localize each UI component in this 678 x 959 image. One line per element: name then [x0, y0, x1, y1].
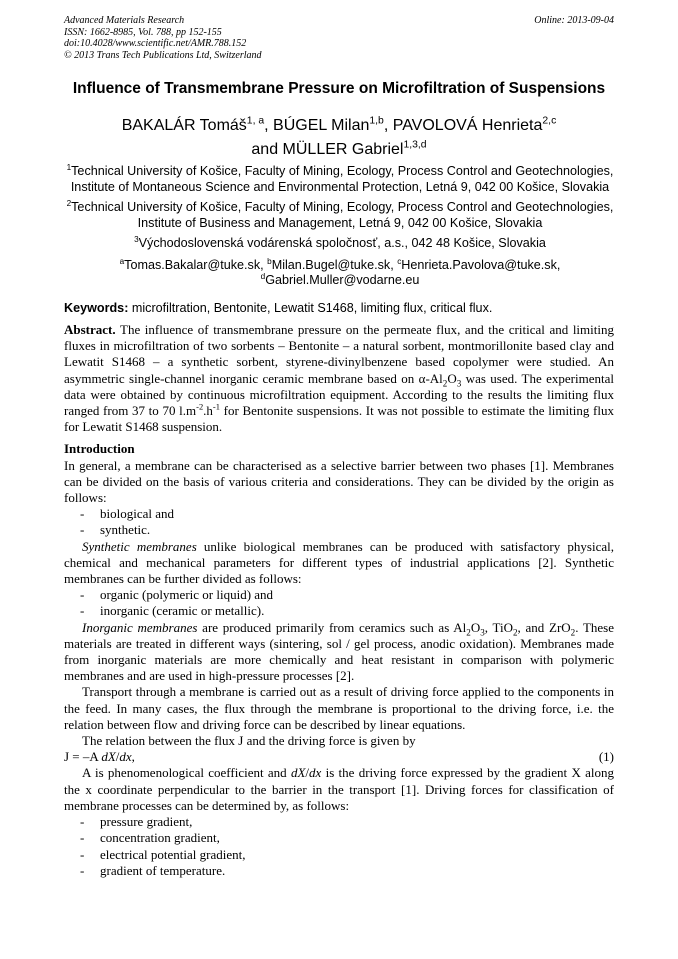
email[interactable]: Gabriel.Muller@vodarne.eu [265, 273, 420, 287]
bullet: - [80, 603, 85, 619]
t: gradient of temperature. [100, 862, 226, 878]
abstract-label: Abstract. [64, 322, 116, 337]
t: O [447, 370, 457, 386]
t: concentration gradient, [100, 830, 220, 846]
t: , [131, 749, 135, 765]
list-item [64, 814, 614, 830]
t: inorganic (ceramic or metallic). [100, 603, 265, 619]
list-item [64, 830, 614, 846]
bullet: - [80, 506, 85, 522]
t: A is phenomenological coefficient and [82, 765, 291, 781]
journal-header [64, 15, 262, 61]
affiliation-3 [50, 235, 630, 251]
authors [0, 114, 678, 162]
t: .h [203, 403, 213, 419]
t: O [470, 619, 481, 635]
author: BÚGEL Milan [273, 117, 370, 134]
email[interactable]: Milan.Bugel@tuke.sk, [271, 258, 398, 272]
email-sup: c [397, 256, 402, 266]
keywords-text: microfiltration, Bentonite, Lewatit S1468, limiting flux, critical flux. [128, 301, 493, 315]
emails [50, 257, 630, 287]
t: unlike biological membranes can be produced with satisfactory physical, chemical and mechanical parameters for different types of industrial applications [2]. Synthetic membranes can be further divided as follows: [64, 538, 614, 587]
issn: ISSN: 1662-8985, Vol. 788, pp 152-155 [64, 26, 222, 38]
journal-name: Advanced Materials Research [64, 15, 185, 26]
t: Inorganic membranes [82, 619, 198, 635]
list-item [64, 847, 614, 863]
list-item [64, 603, 614, 619]
list-item [64, 587, 614, 603]
author: BAKALÁR Tomáš [121, 117, 247, 134]
t: biological and [100, 506, 175, 522]
author-sup: 1,b [369, 115, 384, 127]
list-item [64, 506, 614, 522]
paragraph: Transport through a membrane is carried out as a result of driving force applied to the components in the feed. In many cases, the flux through the membrane is proportional to the driving force, i.e. the relation between flow and driving force can be described by linear equations. [64, 684, 614, 732]
t: . These materials are treated in different ways (sintering, sol / gel process, anodic oxidation). Membranes made from inorganic materials are more chemically and heat resistant in comparison with polymeric membranes and are used in high-pressure processes [2]. [64, 619, 614, 684]
keywords-label: Keywords: [64, 301, 129, 315]
t: 2 [512, 627, 518, 638]
bullet: - [80, 587, 85, 603]
author-sup: 2,c [542, 115, 557, 127]
bullet: - [80, 862, 85, 878]
email[interactable]: Tomas.Bakalar@tuke.sk, [124, 258, 268, 272]
email-sup: b [267, 256, 272, 266]
body-text [64, 322, 614, 879]
t: electrical potential gradient, [100, 846, 246, 862]
equation-number: (1) [598, 749, 614, 765]
t: J = –A [64, 749, 102, 765]
author: MÜLLER Gabriel [282, 141, 404, 158]
author: PAVOLOVÁ Henrieta [392, 117, 543, 134]
t: dx [309, 765, 322, 781]
doi: doi:10.4028/www.scientific.net/AMR.788.152 [64, 38, 247, 50]
t: / [115, 749, 120, 765]
email[interactable]: Henrieta.Pavolova@tuke.sk, [401, 258, 561, 272]
t: Synthetic membranes [82, 538, 197, 554]
t: dX [101, 749, 116, 765]
sep: , [383, 117, 393, 134]
t: was used. The experimental data were obtained by continuous microfiltration equipment. According to the results the limiting flux ranged from 37 to 70 l.m [64, 370, 614, 419]
author-sup: 1, a [246, 115, 265, 127]
paper-title: Influence of Transmembrane Pressure on Microfiltration of Suspensions [72, 80, 606, 97]
list-item [64, 863, 614, 879]
t: pressure gradient, [100, 814, 193, 830]
paragraph [64, 620, 614, 685]
keywords [64, 301, 492, 315]
aff-line: Institute of Montaneous Science and Environmental Protection, Letná 9, 042 00 Košice, Slovakia [70, 180, 610, 194]
t: are produced primarily from ceramics such as Al [197, 619, 467, 635]
t: 2 [570, 627, 576, 638]
author-sup: 1,3,d [403, 139, 427, 151]
t: -2 [196, 401, 204, 412]
t: , TiO [484, 619, 513, 635]
online-date: Online: 2013-09-04 [534, 15, 614, 26]
affiliation-1 [50, 163, 630, 195]
paragraph [64, 765, 614, 814]
t: -1 [212, 401, 220, 412]
t: organic (polymeric or liquid) and [100, 587, 274, 603]
bullet: - [80, 830, 85, 846]
affiliation-2 [50, 199, 630, 231]
aff-sup: 3 [134, 234, 139, 244]
aff-line: Institute of Business and Management, Letná 9, 042 00 Košice, Slovakia [137, 216, 543, 230]
email-sup: d [260, 271, 266, 281]
paragraph: The relation between the flux J and the driving force is given by [82, 733, 416, 749]
bullet: - [80, 814, 85, 830]
t: is the driving force expressed by the gradient X along the x coordinate perpendicular to the barrier in the transport [1]. Driving forces for classification of membrane processes can be determined by, as follows: [64, 765, 614, 813]
aff-line: Technical University of Košice, Faculty of Mining, Ecology, Process Control and Geotechnologies, [71, 200, 614, 214]
t: 3 [456, 378, 462, 389]
aff-line: Technical University of Košice, Faculty of Mining, Ecology, Process Control and Geotechnologies, [71, 164, 614, 178]
t: 3 [480, 627, 485, 638]
sep: , [264, 117, 274, 134]
bullet: - [80, 846, 85, 862]
and: and [251, 141, 283, 158]
t: for Bentonite suspensions. It was not possible to estimate the limiting flux for Lewatit S1468 suspension. [64, 403, 614, 435]
aff-sup: 1 [66, 162, 72, 172]
paragraph [64, 539, 614, 588]
email-sup: a [119, 256, 125, 266]
t: , and ZrO [517, 619, 571, 635]
section-heading: Introduction [64, 441, 135, 457]
t: dx [119, 749, 132, 765]
t: The influence of transmembrane pressure on the permeate flux, and the critical and limiting fluxes in microfiltration of two sorbents – Bentonite – a natural sorbent, montmorillonite based clay and Lewatit S1468 – a synthetic sorbent, styrene-divinylbenzene based copolymer were studied. An asymmetric single-channel inorganic ceramic membrane based on α-Al [64, 322, 614, 386]
t: dX [290, 765, 306, 781]
t: synthetic. [100, 522, 151, 538]
copyright: © 2013 Trans Tech Publications Ltd, Switzerland [64, 49, 262, 61]
bullet: - [80, 522, 85, 538]
aff-sup: 2 [66, 198, 72, 208]
list-item [64, 522, 614, 538]
aff-line: Východoslovenská vodárenská spoločnosť, a.s., 042 48 Košice, Slovakia [138, 236, 546, 250]
t: 2 [442, 378, 448, 389]
equation-1 [64, 749, 614, 765]
abstract [64, 322, 614, 435]
t: / [305, 765, 310, 781]
paragraph: In general, a membrane can be characterised as a selective barrier between two phases [1]. Membranes can be divided on the basis of various criteria and considerations. They can be divided by the origin as follows: [64, 457, 614, 506]
t: 2 [466, 627, 471, 638]
